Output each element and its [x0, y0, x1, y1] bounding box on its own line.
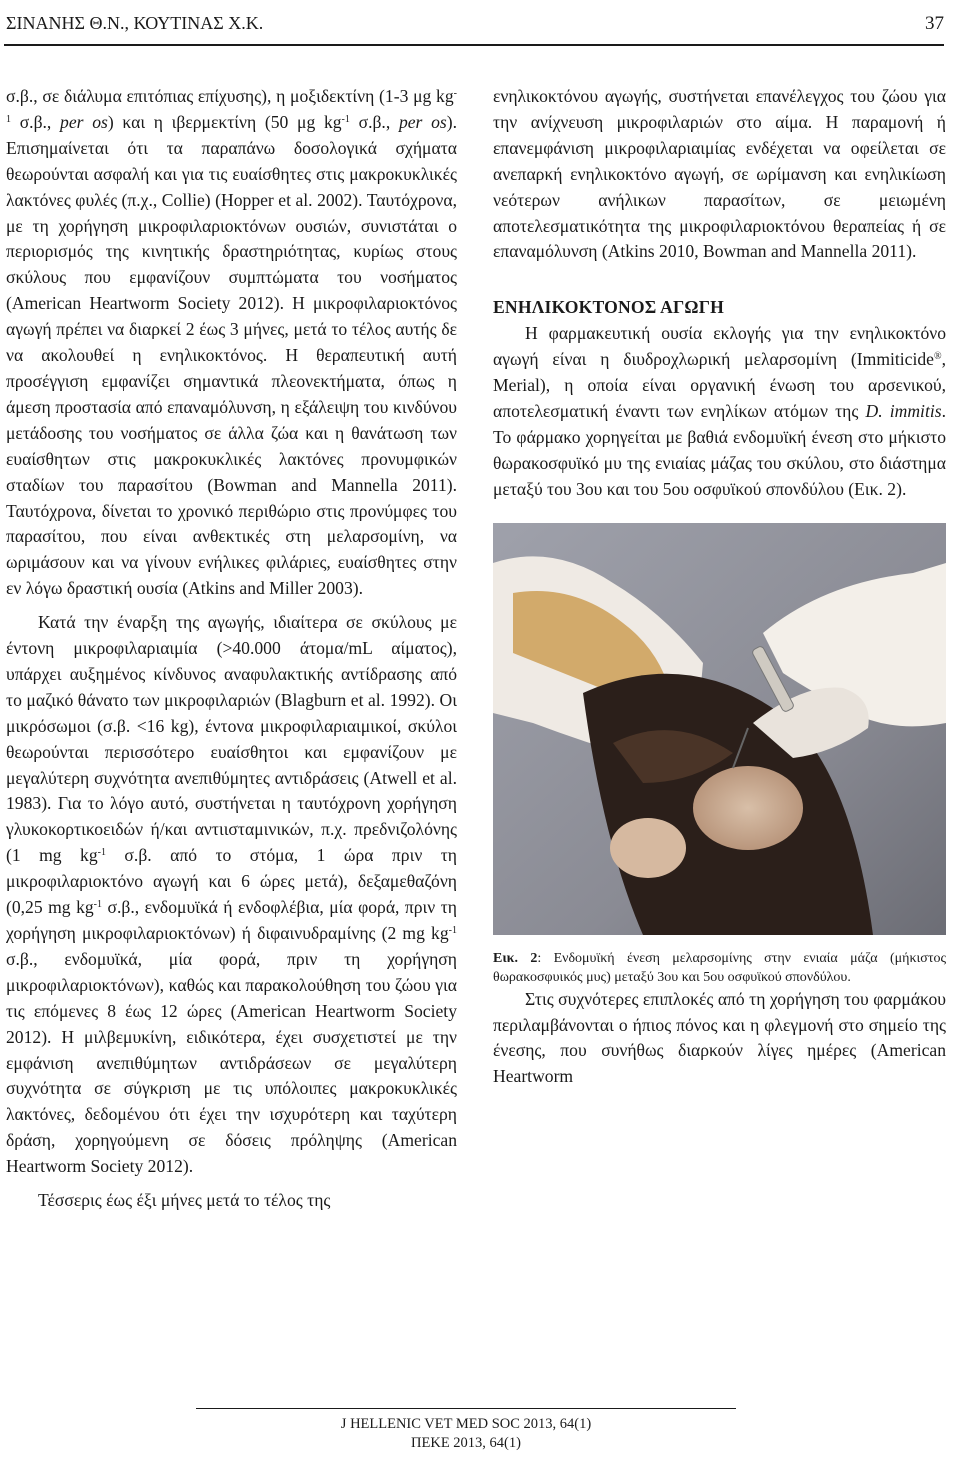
superscript: -1: [341, 113, 350, 125]
injection-photo-illustration: [493, 523, 946, 935]
left-paragraph-1: [6, 84, 457, 602]
caption-text: : Ενδομυϊκή ένεση μελαρσομίνης στην ενιαία μάζα (μήκιστος θωρακοσφυικός μυς) μεταξύ 3ου και 5ου οσφυϊκού σπονδύλου.: [493, 950, 946, 985]
running-header: [4, 0, 944, 46]
text-run: σ.β., ενδομυϊκά, μία φορά, πριν τη χορήγηση μικροφιλαριοκτόνων), καθώς και παρακολούθηση του ζώου για τις επόμενες 8 έως 12 ώρες (American Heartworm Society 2012). Η μιλβεμυκίνη, ειδικότερα, έχει συσχετιστεί με την εμφάνιση ανεπιθύμητων αντιδράσεων σε μεγαλύτερη συχνότητα σε σύγκριση με τις υπόλοιπες μακροκυκλικές λακτόνες, δεδομένου ότι έχει την ισχυρότερη και ταχύτερη δράση, χορηγούμενη σε δόσεις πρόληψης (American Heartworm Society 2012).: [6, 948, 457, 1177]
journal-footer: [196, 1408, 736, 1453]
left-paragraph-3: Τέσσερις έως έξι μήνες μετά το τέλος της: [38, 1190, 331, 1211]
text-run: Η φαρμακευτική ουσία εκλογής για την ενηλικοκτόνο αγωγή είναι η διυδροχλωρική μελαρσομίνη (Immiticide: [493, 323, 946, 370]
superscript: -1: [97, 847, 106, 859]
registered-mark: ®: [933, 351, 942, 363]
header-authors: ΣΙΝΑΝΗΣ Θ.Ν., ΚΟΥΤΙΝΑΣ Χ.Κ.: [6, 13, 264, 33]
text-run: . Το φάρμακο χορηγείται με βαθιά ενδομυϊκή ένεση στο μήκιστο θωρακοσφυϊκό μυ της ενιαίας μάζας του σκύλου, στο διάστημα μεταξύ του 3ου και του 5ου οσφυϊκού σπονδύλου (Εικ. 2).: [493, 400, 946, 499]
text-run: σ.β., ενδομυϊκά ή ενδοφλέβια, μία φορά, πριν τη χορήγηση μικροφιλαριοκτόνων) ή διφαινυδραμίνης (2 mg kg: [6, 897, 457, 943]
caption-label: Εικ. 2: [493, 950, 538, 966]
text-run: ). Επισημαίνεται ότι τα παραπάνω δοσολογικά σχήματα θεωρούνται ασφαλή και για τις ευαίσθητες στις μακροκυκλικές λακτόνες φυλές (π.χ., Collie) (Hopper et al. 2002). Ταυτόχρονα, με τη χορήγηση μικροφιλαριοκτόνων ουσιών, συνιστάται ο περιορισμός της κινητικής δραστηριότητας, κυρίως στους σκύλους που εμφανίζουν συμπτώματα του νοσήματος (American Heartworm Society 2012). Η μικροφιλαριοκτόνος αγωγή πρέπει να διαρκεί 2 έως 3 μήνες, μετά το τέλος αυτής δε να ακολουθεί η ενηλικοκτόνος. Η θεραπευτική αυτή προσέγγιση εμφανίζει σημαντικά πλεονεκτήματα, όπως η άμεση προστασία από επαναμόλυνση, η εξάλειψη του κινδύνου μετάδοσης του νοσήματος σε άλλα ζώα και η θανάτωση των ευαίσθητων στις μακροκυκλικές λακτόνες προνυμφικών σταδίων του παρασίτου (Bowman and Mannella 2011). Ταυτόχρονα, δίνεται το χρονικό περιθώριο στις προνύμφες του παρασίτου, που είναι ανθεκτικές στη μελαρσομίνη, να ωριμάσουν και να γίνουν ενήλικες φιλάριες, ευαίσθητες στην εν λόγω δραστική ουσία (Atkins and Miller 2003).: [6, 111, 457, 599]
italic-term: per os: [398, 111, 447, 132]
text-run: σ.β., σε διάλυμα επιτόπιας επίχυσης), η μοξιδεκτίνη (1-3 μg kg: [6, 86, 454, 106]
text-run: ) και η ιβερμεκτίνη (50 μg kg: [107, 111, 342, 132]
text-run: Κατά την έναρξη της αγωγής, ιδιαίτερα σε σκύλους με έντονη μικροφιλαριαιμία (>40.000 άτομα/mL αίματος), υπάρχει αυξημένος κίνδυνος αναφυλακτικής αντίδρασης από το μαζικό θάνατο των μικροφιλαριών (Blagburn et al. 1992). Οι μικρόσωμοι (σ.β. <16 kg), έντονα μικροφιλαριαιμικοί, σκύλοι θεωρούνται περισσότερο ευαίσθητοι και εμφανίζουν με μεγαλύτερη συχνότητα ανεπιθύμητες αντιδράσεις (Atwell et al. 1983). Για το λόγο αυτό, συστήνεται η ταυτόχρονη χορήγηση γλυκοκορτικοειδών ή/και αντιισταμινικών, π.χ. πρεδνιζολόνης (1 mg kg: [6, 612, 457, 866]
footer-line-1: J HELLENIC VET MED SOC 2013, 64(1): [340, 1416, 592, 1432]
superscript: -1: [93, 899, 103, 911]
shaved-patch-2: [610, 818, 686, 878]
right-paragraph-3: Στις συχνότερες επιπλοκές από τη χορήγηση του φαρμάκου περιλαμβάνονται ο ήπιος πόνος και η φλεγμονή στο σημείο της ένεσης, που συνήθως διαρκούν λίγες ημέρες (American Heartworm: [493, 988, 946, 1087]
right-paragraph-2: [493, 321, 946, 502]
superscript: -1: [6, 88, 457, 125]
superscript: -1: [448, 925, 457, 936]
text-run: σ.β.,: [349, 111, 399, 132]
italic-term: per os: [60, 111, 108, 132]
species-name: D. immitis: [865, 400, 942, 421]
text-run: , Merial), η οποία είναι οργανική ένωση του αρσενικού, αποτελεσματική έναντι των ενηλίκων ατόμων της: [493, 349, 946, 421]
right-column: [493, 84, 946, 1090]
left-column: [6, 84, 457, 1214]
page-number: 37: [925, 13, 944, 34]
right-paragraph-1: ενηλικοκτόνου αγωγής, συστήνεται επανέλεγχος του ζώου για την ανίχνευση μικροφιλαριών στο αίμα. Η παραμονή ή επανεμφάνιση μικροφιλαριαιμίας ενδέχεται να οφείλεται σε ανεπαρκή ενηλικοκτόνο αγωγή, σε ωρίμανση και ενηλικίωση νεότερων ανήλικων παρασίτων, σε μειωμένη αποτελεσματικότητα της μικροφιλαριοκτόνου θεραπείας ή σε επαναμόλυνση (Atkins 2010, Bowman and Mannella 2011).: [493, 86, 946, 262]
figure-caption: [493, 949, 946, 987]
text-run: σ.β. από το στόμα, 1 ώρα πριν τη μικροφιλαριοκτόνο αγωγή και 6 ώρες μετά), δεξαμεθαζόνη (0,25 mg kg: [6, 845, 457, 918]
footer-line-2: ΠΕΚΕ 2013, 64(1): [411, 1435, 521, 1451]
shaved-patch: [693, 766, 803, 850]
figure-2-photo: [493, 523, 946, 935]
left-paragraph-2: [6, 610, 457, 1180]
text-run: σ.β.,: [11, 111, 61, 132]
section-heading: ΕΝΗΛΙΚΟΚΤΟΝΟΣ ΑΓΩΓΗ: [493, 297, 724, 318]
